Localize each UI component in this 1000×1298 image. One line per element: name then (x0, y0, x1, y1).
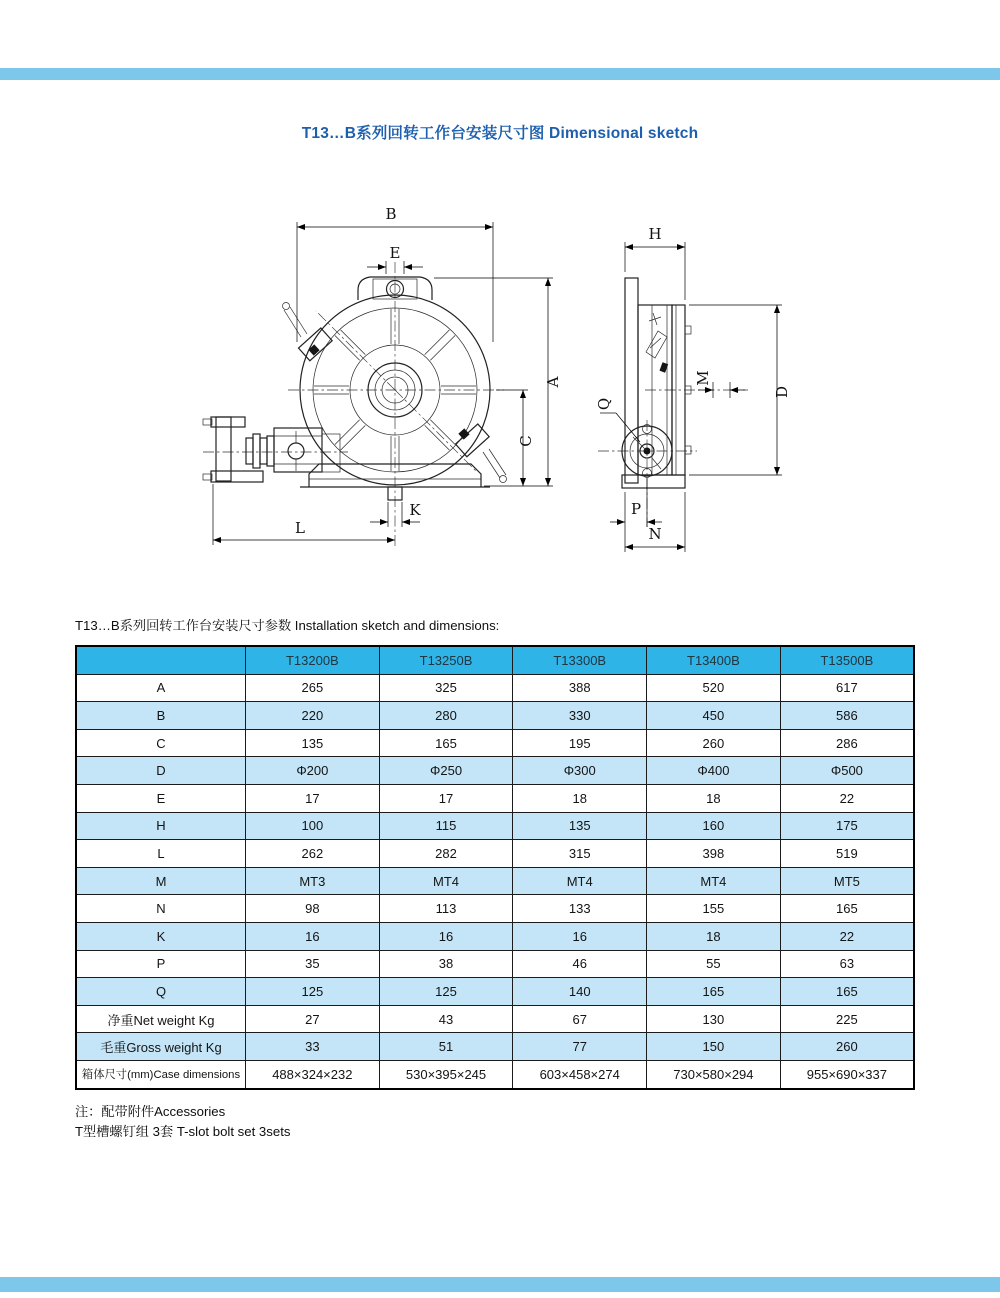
cell-value: 17 (246, 784, 380, 812)
cell-value: 18 (647, 784, 781, 812)
cell-value: 519 (780, 840, 914, 868)
cell-value: 27 (246, 1005, 380, 1033)
row-label: A (76, 674, 246, 702)
cell-value: 260 (647, 729, 781, 757)
dim-label-m: M (694, 370, 712, 386)
table-row (76, 840, 914, 868)
cell-value: 133 (513, 895, 647, 923)
column-header: T13250B (379, 646, 513, 674)
cell-value: 33 (246, 1033, 380, 1061)
dimensional-sketch (0, 0, 1000, 600)
cell-value: 195 (513, 729, 647, 757)
row-label: 毛重Gross weight Kg (76, 1033, 246, 1061)
cell-value: 135 (246, 729, 380, 757)
table-row (76, 757, 914, 785)
cell-value: MT4 (647, 867, 781, 895)
cell-value: 225 (780, 1005, 914, 1033)
dim-label-b: B (385, 205, 397, 223)
note-line-2: T型槽螺钉组 3套 T-slot bolt set 3sets (75, 1124, 291, 1139)
table-row (76, 812, 914, 840)
cell-value: 22 (780, 784, 914, 812)
table-row (76, 867, 914, 895)
row-label: K (76, 922, 246, 950)
dim-label-c: C (517, 435, 535, 447)
dimensions-table-head (76, 646, 914, 674)
cell-value: 130 (647, 1005, 781, 1033)
cell-value: 135 (513, 812, 647, 840)
cell-value: 16 (379, 922, 513, 950)
cell-value: 150 (647, 1033, 781, 1061)
row-label: P (76, 950, 246, 978)
table-heading: T13…B系列回转工作台安装尺寸参数 Installation sketch and dimensions: (75, 618, 500, 633)
cell-value: 165 (780, 895, 914, 923)
table-row (76, 922, 914, 950)
cell-value: 450 (647, 702, 781, 730)
row-label: D (76, 757, 246, 785)
row-label: H (76, 812, 246, 840)
row-label: 箱体尺寸(mm)Case dimensions (76, 1060, 246, 1088)
row-label: C (76, 729, 246, 757)
row-label: B (76, 702, 246, 730)
table-row (76, 895, 914, 923)
row-label: M (76, 867, 246, 895)
cell-value: Φ250 (379, 757, 513, 785)
notes (75, 1102, 290, 1142)
cell-value: 586 (780, 702, 914, 730)
cell-value: Φ200 (246, 757, 380, 785)
cell-value: 43 (379, 1005, 513, 1033)
table-row (76, 950, 914, 978)
cell-value: 603×458×274 (513, 1060, 647, 1088)
row-label: Q (76, 978, 246, 1006)
cell-value: MT4 (513, 867, 647, 895)
cell-value: 617 (780, 674, 914, 702)
cell-value: 165 (647, 978, 781, 1006)
cell-value: 17 (379, 784, 513, 812)
cell-value: 16 (246, 922, 380, 950)
dim-label-n: N (648, 525, 662, 543)
dimensions-table (75, 645, 915, 1090)
dim-label-e: E (389, 244, 401, 262)
table-row (76, 1033, 914, 1061)
dim-label-d: D (773, 385, 791, 399)
cell-value: MT5 (780, 867, 914, 895)
cell-value: 100 (246, 812, 380, 840)
table-row (76, 784, 914, 812)
note-line-1: 注：配带附件Accessories (75, 1104, 226, 1119)
cell-value: MT3 (246, 867, 380, 895)
table-row (76, 1005, 914, 1033)
cell-value: 286 (780, 729, 914, 757)
table-row (76, 729, 914, 757)
cell-value: 262 (246, 840, 380, 868)
table-row (76, 978, 914, 1006)
cell-value: 730×580×294 (647, 1060, 781, 1088)
cell-value: 18 (513, 784, 647, 812)
cell-value: 46 (513, 950, 647, 978)
cell-value: 55 (647, 950, 781, 978)
cell-value: 160 (647, 812, 781, 840)
cell-value: 63 (780, 950, 914, 978)
cell-value: 125 (379, 978, 513, 1006)
cell-value: MT4 (379, 867, 513, 895)
dim-label-l: L (295, 519, 305, 537)
cell-value: 265 (246, 674, 380, 702)
table-row (76, 674, 914, 702)
cell-value: 488×324×232 (246, 1060, 380, 1088)
dim-label-k: K (409, 501, 421, 519)
cell-value: 530×395×245 (379, 1060, 513, 1088)
cell-value: 16 (513, 922, 647, 950)
table-row (76, 1060, 914, 1088)
cell-value: 260 (780, 1033, 914, 1061)
column-header: T13400B (647, 646, 781, 674)
cell-value: 220 (246, 702, 380, 730)
cell-value: Φ500 (780, 757, 914, 785)
side-view (595, 225, 791, 552)
cell-value: 325 (379, 674, 513, 702)
cell-value: 115 (379, 812, 513, 840)
dim-label-q: Q (595, 397, 613, 411)
cell-value: 520 (647, 674, 781, 702)
cell-value: 165 (379, 729, 513, 757)
row-label: N (76, 895, 246, 923)
row-label: 净重Net weight Kg (76, 1005, 246, 1033)
dimensions-table-body (76, 674, 914, 1088)
dim-label-p: P (630, 500, 642, 518)
cell-value: 388 (513, 674, 647, 702)
cell-value: 113 (379, 895, 513, 923)
cell-value: 77 (513, 1033, 647, 1061)
cell-value: 125 (246, 978, 380, 1006)
page-title: T13…B系列回转工作台安装尺寸图 Dimensional sketch (301, 125, 699, 142)
bottom-accent-bar (0, 1277, 1000, 1292)
cell-value: 398 (647, 840, 781, 868)
cell-value: 330 (513, 702, 647, 730)
dim-label-h: H (648, 225, 662, 243)
front-view (203, 205, 562, 548)
cell-value: 175 (780, 812, 914, 840)
cell-value: 18 (647, 922, 781, 950)
cell-value: 315 (513, 840, 647, 868)
cell-value: 51 (379, 1033, 513, 1061)
cell-value: 280 (379, 702, 513, 730)
cell-value: 35 (246, 950, 380, 978)
header-corner-cell (76, 646, 246, 674)
column-header: T13300B (513, 646, 647, 674)
cell-value: 38 (379, 950, 513, 978)
column-header: T13500B (780, 646, 914, 674)
column-header: T13200B (246, 646, 380, 674)
cell-value: Φ300 (513, 757, 647, 785)
row-label: L (76, 840, 246, 868)
cell-value: 155 (647, 895, 781, 923)
cell-value: 165 (780, 978, 914, 1006)
cell-value: 22 (780, 922, 914, 950)
cell-value: 140 (513, 978, 647, 1006)
cell-value: 955×690×337 (780, 1060, 914, 1088)
cell-value: 67 (513, 1005, 647, 1033)
header-row (76, 646, 914, 674)
table-row (76, 702, 914, 730)
row-label: E (76, 784, 246, 812)
cell-value: 282 (379, 840, 513, 868)
cell-value: Φ400 (647, 757, 781, 785)
dim-label-a: A (544, 376, 562, 388)
cell-value: 98 (246, 895, 380, 923)
